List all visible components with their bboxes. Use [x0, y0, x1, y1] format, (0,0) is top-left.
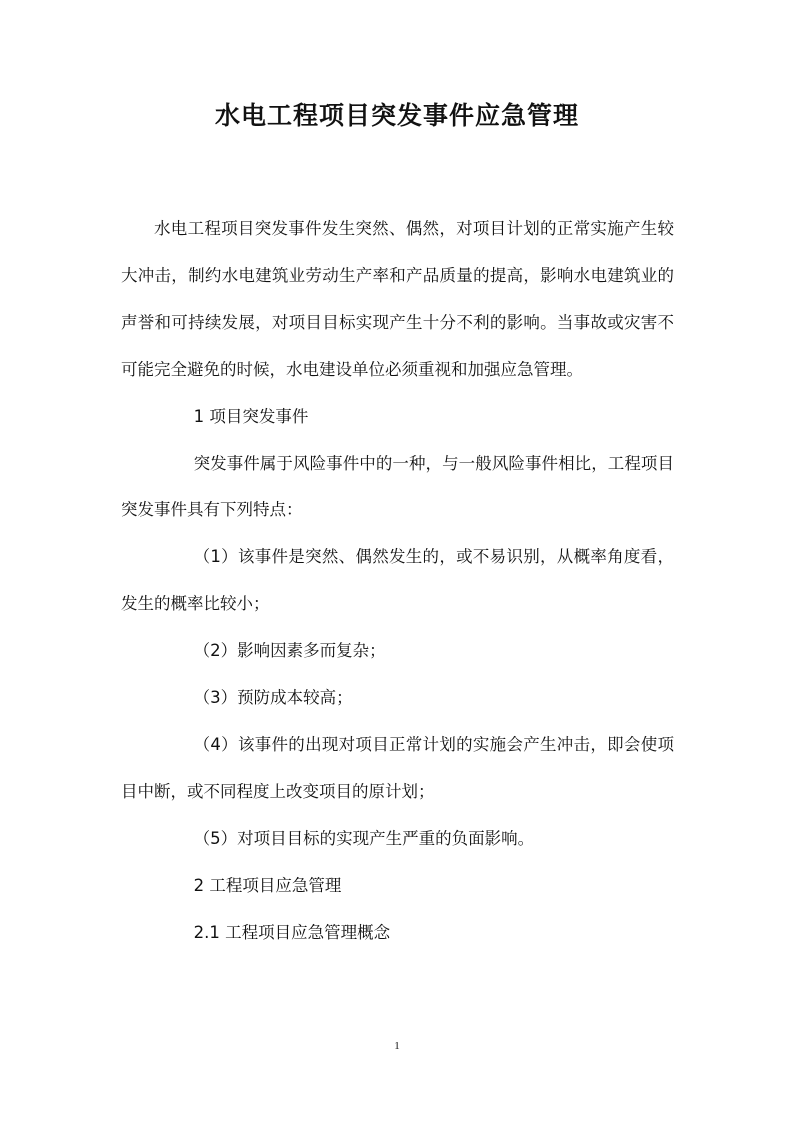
- intro-paragraph: 水电工程项目突发事件发生突然、偶然，对项目计划的正常实施产生较大冲击，制约水电建筑业劳动生产率和产品质量的提高，影响水电建筑业的声誉和可持续发展，对项目目标实现产生十分不利的影响。当事故或灾害不可能完全避免的时候，水电建设单位必须重视和加强应急管理。: [121, 219, 674, 379]
- section-heading-2: 2 工程项目应急管理: [193, 875, 342, 895]
- document-title: 水电工程项目突发事件应急管理: [214, 101, 579, 130]
- list-item-3: （3）预防成本较高；: [193, 688, 353, 708]
- list-item-5: （5）对项目目标的实现产生严重的负面影响。: [193, 828, 535, 848]
- list-item-1: （1）该事件是突然、偶然发生的，或不易识别，从概率角度看，发生的概率比较小；: [121, 547, 674, 614]
- subsection-heading-2-1: 2.1 工程项目应急管理概念: [193, 922, 391, 942]
- document-body: [121, 206, 674, 957]
- page-number: 1: [394, 1040, 400, 1052]
- list-item-4: （4）该事件的出现对项目正常计划的实施会产生冲击，即会使项目中断，或不同程度上改变项目的原计划；: [121, 734, 674, 801]
- section-1-paragraph: 突发事件属于风险事件中的一种，与一般风险事件相比，工程项目突发事件具有下列特点：: [121, 453, 674, 520]
- section-heading-1: 1 项目突发事件: [193, 406, 309, 426]
- list-item-2: （2）影响因素多而复杂；: [193, 641, 386, 661]
